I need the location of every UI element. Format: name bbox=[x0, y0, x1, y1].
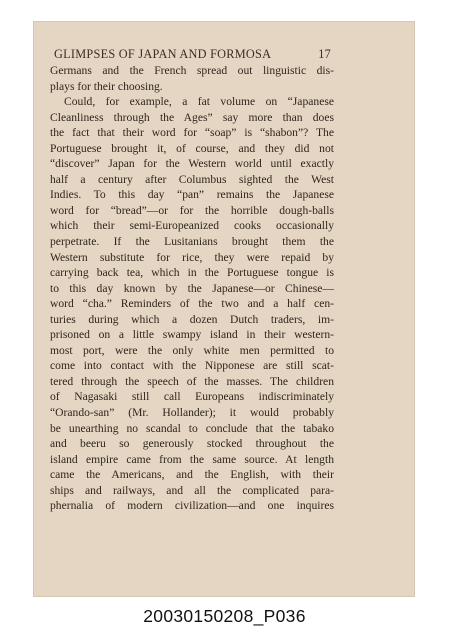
text-line: perpetrate. If the Lusitanians brought them the bbox=[50, 235, 334, 249]
text-line: Germans and the French spread out linguistic dis- bbox=[50, 64, 334, 77]
text-line: plays for their choosing. bbox=[50, 79, 163, 93]
text-line: carrying back tea, which in the Portuguese tongue is bbox=[50, 266, 334, 280]
body-text bbox=[50, 63, 334, 514]
text-line: “discover” Japan for the Western world until exactly bbox=[50, 157, 334, 171]
text-line: the fact that their word for “soap” is “shabon”? The bbox=[50, 126, 334, 140]
text-line: be unearthing no scandal to conclude that the tabako bbox=[50, 421, 334, 435]
text-line: Western substitute for rice, they were repaid by bbox=[50, 250, 334, 264]
text-line: and beeru so generously stocked throughout the bbox=[50, 437, 334, 451]
text-line: word “cha.” Reminders of the two and a half cen- bbox=[50, 297, 334, 311]
image-id-caption: 20030150208_P036 bbox=[143, 606, 306, 626]
text-line: most port, were the only white men permitted to bbox=[50, 343, 334, 357]
text-line: which their semi-Europeanized cooks occasionally bbox=[50, 219, 334, 233]
text-line: prisoned on a little swampy island in their western- bbox=[50, 328, 334, 342]
text-line: come into contact with the Nipponese are still scat- bbox=[50, 359, 334, 373]
text-line: half a century after Columbus sighted the West bbox=[50, 172, 334, 186]
text-line: phernalia of modern civilization—and one inquires bbox=[50, 499, 334, 513]
text-line: ships and railways, and all the complicated para- bbox=[50, 483, 334, 497]
text-line: word for “bread”—or for the horrible dough-balls bbox=[50, 203, 334, 217]
text-line: tered through the speech of the masses. The children bbox=[50, 374, 334, 388]
text-line: Indies. To this day “pan” remains the Japanese bbox=[50, 188, 334, 202]
text-line: of Nagasaki still call Europeans indiscriminately bbox=[50, 390, 334, 404]
text-line: “Orando-san” (Mr. Hollander); it would probably bbox=[50, 406, 334, 420]
paragraph bbox=[50, 94, 334, 514]
text-line: to this day known by the Japanese—or Chinese— bbox=[50, 281, 334, 295]
text-line: Portuguese brought it, of course, and they did not bbox=[50, 141, 334, 155]
paragraph bbox=[50, 63, 334, 94]
text-line: island empire came from the same source. At length bbox=[50, 452, 334, 466]
page-number: 17 bbox=[318, 47, 331, 61]
running-title: GLIMPSES OF JAPAN AND FORMOSA bbox=[54, 47, 272, 61]
text-line: Cleanliness through the Ages” say more than does bbox=[50, 110, 334, 124]
text-line: came the Americans, and the English, with their bbox=[50, 468, 334, 482]
running-header bbox=[54, 47, 331, 62]
text-line: Could, for example, a fat volume on “Japanese bbox=[64, 95, 334, 109]
text-line: turies during which a dozen Dutch traders, im- bbox=[50, 312, 334, 326]
